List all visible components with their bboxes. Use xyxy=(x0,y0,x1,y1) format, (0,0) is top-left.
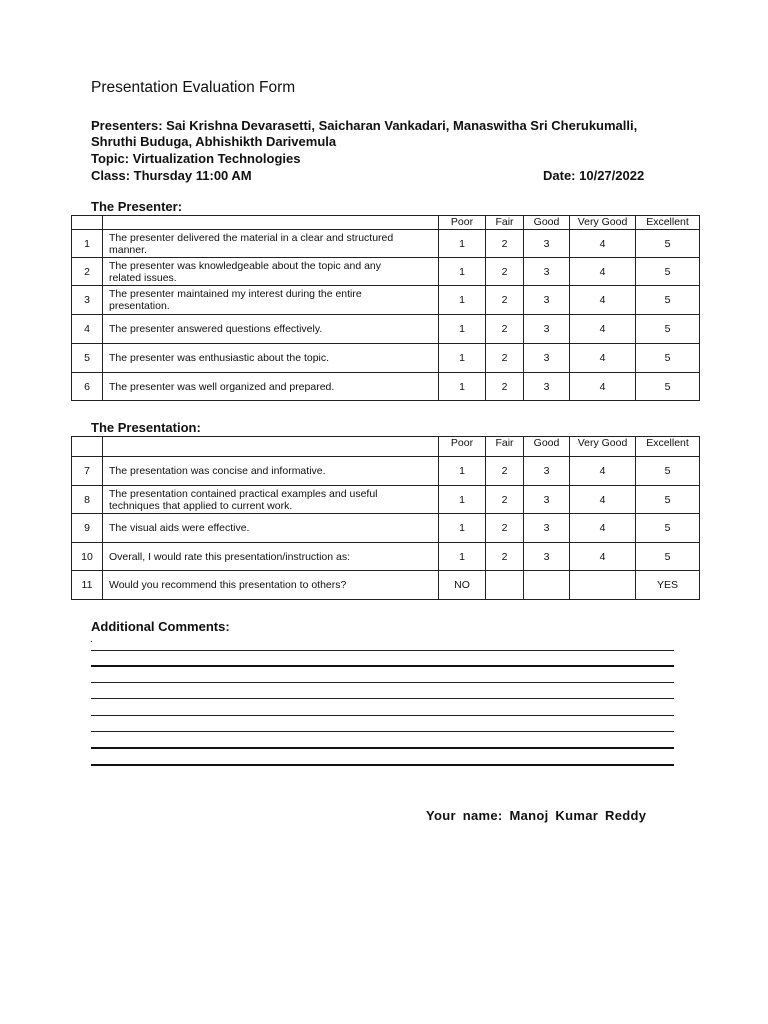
score-cell: 4 xyxy=(570,543,636,571)
score-cell: 4 xyxy=(570,230,636,258)
score-cell: 1 xyxy=(439,543,486,571)
criterion-line: The presenter was knowledgeable about the topic and any xyxy=(109,259,382,272)
score-cell: 4 xyxy=(570,486,636,514)
criterion-text xyxy=(103,486,439,514)
column-header: Poor xyxy=(439,216,486,230)
criterion-text: The presenter was enthusiastic about the topic. xyxy=(103,344,439,373)
score-cell: 1 xyxy=(439,344,486,373)
table-row xyxy=(72,571,700,600)
score-cell: 1 xyxy=(439,258,486,286)
criterion-text: Overall, I would rate this presentation/instruction as: xyxy=(103,543,439,571)
score-cell: 4 xyxy=(570,373,636,401)
score-cell: 1 xyxy=(439,286,486,315)
comment-line[interactable] xyxy=(91,650,674,651)
score-cell: 3 xyxy=(524,286,570,315)
score-cell: 2 xyxy=(486,258,524,286)
header-blank xyxy=(103,216,439,230)
topic-line: Topic: Virtualization Technologies xyxy=(91,151,301,166)
presenter-section-heading: The Presenter: xyxy=(91,199,183,214)
table-row xyxy=(72,286,700,315)
score-cell xyxy=(486,571,524,600)
score-cell: 4 xyxy=(570,457,636,486)
score-cell: 5 xyxy=(636,543,700,571)
score-cell: 3 xyxy=(524,344,570,373)
criterion-line: presentation. xyxy=(109,300,170,312)
column-header: Poor xyxy=(439,437,486,457)
table-row xyxy=(72,457,700,486)
score-cell: 5 xyxy=(636,373,700,401)
score-cell: 3 xyxy=(524,230,570,258)
comments-heading: Additional Comments: xyxy=(91,619,230,634)
score-cell: 5 xyxy=(636,258,700,286)
form-title: Presentation Evaluation Form xyxy=(91,79,296,96)
column-header: Very Good xyxy=(570,437,636,457)
score-cell: 2 xyxy=(486,543,524,571)
presenter-table-header xyxy=(72,216,700,230)
score-cell: 3 xyxy=(524,514,570,543)
criterion-text xyxy=(103,258,439,286)
score-cell: 5 xyxy=(636,315,700,344)
comment-line[interactable] xyxy=(91,665,674,667)
row-number: 7 xyxy=(72,457,103,486)
criterion-line: manner. xyxy=(109,243,147,256)
score-cell: 5 xyxy=(636,344,700,373)
criterion-line: techniques that applied to current work. xyxy=(109,499,293,512)
column-header: Good xyxy=(524,437,570,457)
criterion-line: The presenter maintained my interest during the entire xyxy=(109,288,362,300)
row-number: 2 xyxy=(72,258,103,286)
table-row xyxy=(72,486,700,514)
score-cell xyxy=(570,571,636,600)
presenters-line-2: Shruthi Buduga, Abhishikth Darivemula xyxy=(91,134,337,149)
criterion-line: The presenter delivered the material in a clear and structured xyxy=(109,231,394,244)
criterion-text xyxy=(103,230,439,258)
header-blank xyxy=(72,437,103,457)
column-header: Good xyxy=(524,216,570,230)
row-number: 9 xyxy=(72,514,103,543)
row-number: 6 xyxy=(72,373,103,401)
score-cell: 2 xyxy=(486,373,524,401)
score-cell: 2 xyxy=(486,230,524,258)
score-cell: 2 xyxy=(486,457,524,486)
score-cell: 3 xyxy=(524,258,570,286)
criterion-text: The presenter was well organized and prepared. xyxy=(103,373,439,401)
score-cell: 4 xyxy=(570,315,636,344)
score-cell: 3 xyxy=(524,543,570,571)
table-row xyxy=(72,344,700,373)
score-cell: YES xyxy=(636,571,700,600)
table-row xyxy=(72,543,700,571)
score-cell: 1 xyxy=(439,315,486,344)
criterion-text: The presentation was concise and informative. xyxy=(103,457,439,486)
column-header: Fair xyxy=(486,437,524,457)
presenters-line-1: Presenters: Sai Krishna Devarasetti, Saicharan Vankadari, Manaswitha Sri Cherukumalli, xyxy=(91,118,638,133)
row-number: 4 xyxy=(72,315,103,344)
score-cell: 2 xyxy=(486,286,524,315)
score-cell: 1 xyxy=(439,230,486,258)
row-number: 8 xyxy=(72,486,103,514)
comment-line[interactable] xyxy=(91,747,674,749)
table-row xyxy=(72,230,700,258)
score-cell: 4 xyxy=(570,258,636,286)
criterion-text: Would you recommend this presentation to others? xyxy=(103,571,439,600)
table-row xyxy=(72,258,700,286)
comment-line[interactable] xyxy=(91,698,674,699)
score-cell: 5 xyxy=(636,514,700,543)
score-cell: 5 xyxy=(636,486,700,514)
header-blank xyxy=(103,437,439,457)
row-number: 1 xyxy=(72,230,103,258)
comment-line[interactable] xyxy=(91,731,674,732)
score-cell: 1 xyxy=(439,457,486,486)
score-cell: 4 xyxy=(570,344,636,373)
comments-mark: . xyxy=(90,634,93,645)
criterion-text xyxy=(103,286,439,315)
table-row xyxy=(72,315,700,344)
presentation-table xyxy=(71,436,700,600)
score-cell: 3 xyxy=(524,486,570,514)
comment-line[interactable] xyxy=(91,764,674,766)
date-line: Date: 10/27/2022 xyxy=(543,168,645,183)
score-cell: 1 xyxy=(439,514,486,543)
comment-line[interactable] xyxy=(91,715,674,716)
class-line: Class: Thursday 11:00 AM xyxy=(91,168,252,183)
table-row xyxy=(72,373,700,401)
score-cell: 1 xyxy=(439,373,486,401)
score-cell: 4 xyxy=(570,286,636,315)
criterion-line: The presentation contained practical examples and useful xyxy=(109,487,378,500)
criterion-text: The presenter answered questions effectively. xyxy=(103,315,439,344)
score-cell: 2 xyxy=(486,514,524,543)
presentation-section-heading: The Presentation: xyxy=(91,420,201,435)
score-cell: 3 xyxy=(524,315,570,344)
column-header: Very Good xyxy=(570,216,636,230)
criterion-line: related issues. xyxy=(109,271,177,284)
score-cell: 5 xyxy=(636,286,700,315)
score-cell: 3 xyxy=(524,373,570,401)
column-header: Fair xyxy=(486,216,524,230)
score-cell: NO xyxy=(439,571,486,600)
score-cell: 5 xyxy=(636,230,700,258)
comment-line[interactable] xyxy=(91,682,674,683)
score-cell: 2 xyxy=(486,344,524,373)
score-cell xyxy=(524,571,570,600)
criterion-text: The visual aids were effective. xyxy=(103,514,439,543)
your-name: Your name: Manoj Kumar Reddy xyxy=(426,808,647,823)
row-number: 10 xyxy=(72,543,103,571)
row-number: 3 xyxy=(72,286,103,315)
score-cell: 2 xyxy=(486,315,524,344)
row-number: 5 xyxy=(72,344,103,373)
score-cell: 2 xyxy=(486,486,524,514)
presenter-table xyxy=(71,215,700,401)
score-cell: 3 xyxy=(524,457,570,486)
column-header: Excellent xyxy=(636,216,700,230)
header-blank xyxy=(72,216,103,230)
column-header: Excellent xyxy=(636,437,700,457)
table-row xyxy=(72,514,700,543)
score-cell: 4 xyxy=(570,514,636,543)
presentation-table-header xyxy=(72,437,700,457)
score-cell: 5 xyxy=(636,457,700,486)
score-cell: 1 xyxy=(439,486,486,514)
row-number: 11 xyxy=(72,571,103,600)
